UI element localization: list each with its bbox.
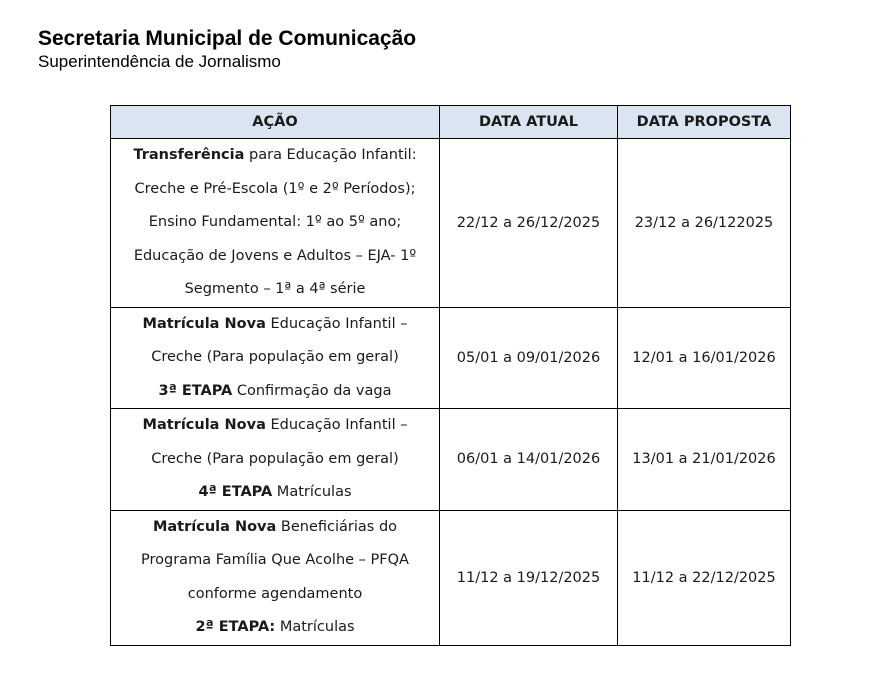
action-line: Transferência para Educação Infantil:	[133, 147, 417, 163]
action-cell	[111, 510, 440, 645]
action-line: Segmento – 1ª a 4ª série	[184, 281, 366, 297]
column-header-proposed-date: DATA PROPOSTA	[618, 106, 791, 139]
action-line: Creche e Pré-Escola (1º e 2º Períodos);	[134, 180, 416, 197]
action-cell	[111, 409, 440, 511]
current-date-cell: 05/01 a 09/01/2026	[440, 307, 618, 409]
action-cell	[111, 307, 440, 409]
proposed-date-cell: 11/12 a 22/12/2025	[618, 510, 791, 645]
action-cell	[111, 139, 440, 308]
table-row	[111, 510, 791, 645]
proposed-date-cell: 13/01 a 21/01/2026	[618, 409, 791, 511]
action-line: Creche (Para população em geral)	[151, 450, 399, 467]
action-line: Matrícula Nova Educação Infantil –	[142, 315, 408, 332]
action-line: Educação de Jovens e Adultos – EJA- 1º	[133, 247, 417, 264]
current-date-cell: 22/12 a 26/12/2025	[440, 139, 618, 308]
page-subtitle: Superintendência de Jornalismo	[38, 52, 281, 71]
proposed-date-cell: 23/12 a 26/122025	[618, 139, 791, 308]
action-line: Creche (Para população em geral)	[151, 349, 399, 365]
current-date-cell: 06/01 a 14/01/2026	[440, 409, 618, 511]
action-line: Programa Família Que Acolhe – PFQA	[141, 552, 409, 568]
action-line: Ensino Fundamental: 1º ao 5º ano;	[148, 214, 402, 230]
action-line: conforme agendamento	[187, 585, 363, 602]
table-row	[111, 409, 791, 511]
action-line: Matrícula Nova Educação Infantil –	[142, 417, 408, 433]
action-line: 3ª ETAPA Confirmação da vaga	[158, 382, 392, 399]
action-line: 2ª ETAPA: Matrículas	[195, 619, 355, 635]
table-row	[111, 307, 791, 409]
document-header	[38, 26, 416, 72]
table-header-row	[111, 106, 791, 139]
table-row	[111, 139, 791, 308]
current-date-cell: 11/12 a 19/12/2025	[440, 510, 618, 645]
action-line: Matrícula Nova Beneficiárias do	[152, 518, 398, 535]
column-header-action: AÇÃO	[111, 106, 440, 139]
column-header-current-date: DATA ATUAL	[440, 106, 618, 139]
action-line: 4ª ETAPA Matrículas	[198, 484, 352, 500]
proposed-date-cell: 12/01 a 16/01/2026	[618, 307, 791, 409]
schedule-table	[110, 105, 791, 646]
page-title: Secretaria Municipal de Comunicação	[38, 27, 417, 50]
